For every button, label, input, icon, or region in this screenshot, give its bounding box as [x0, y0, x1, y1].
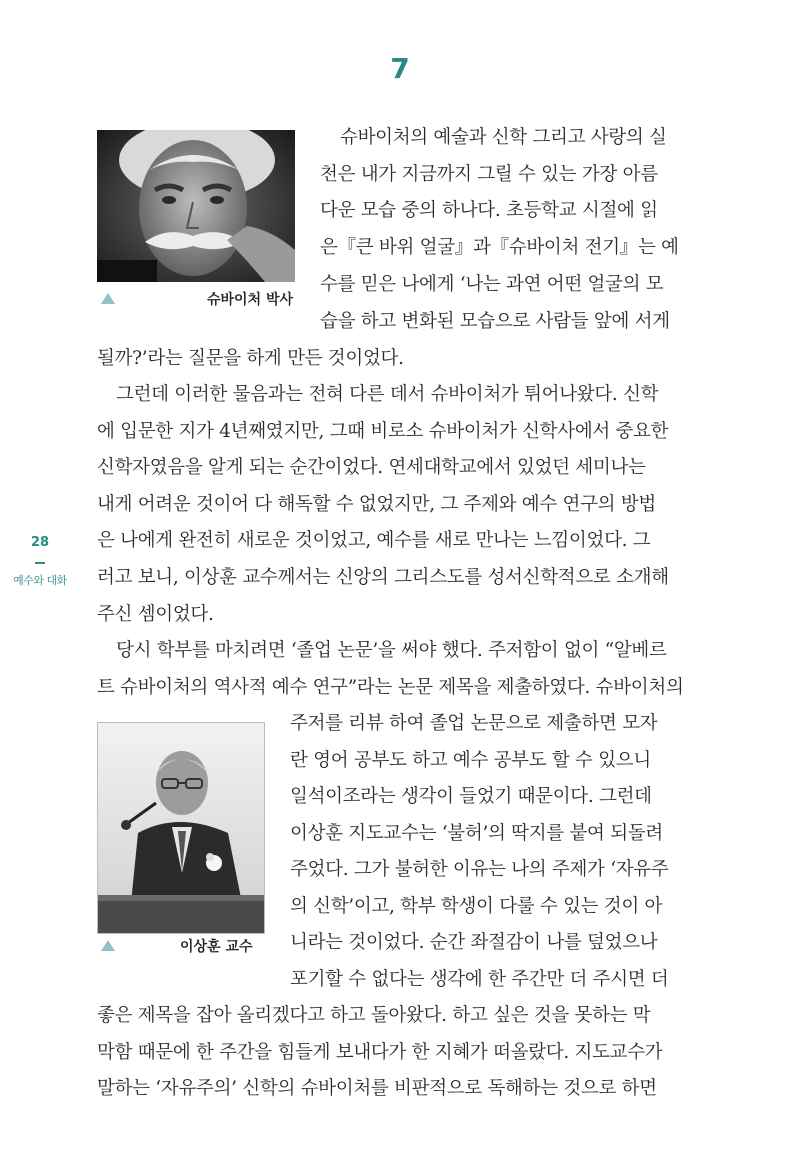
body-line: 슈바이처의 예술과 신학 그리고 사랑의 실 [340, 127, 667, 148]
photo-caption: 이상훈 교수 [180, 939, 253, 955]
body-line: 다운 모습 중의 하나다. 초등학교 시절에 읽 [320, 200, 658, 221]
body-line: 천은 내가 지금까지 그릴 수 있는 가장 아름 [320, 164, 658, 185]
body-line: 은『큰 바위 얼굴』과『슈바이처 전기』는 예 [320, 237, 679, 258]
body-line: 은 나에게 완전히 새로운 것이었고, 예수를 새로 만나는 느낌이었다. 그 [97, 530, 651, 551]
body-line: 란 영어 공부도 하고 예수 공부도 할 수 있으니 [290, 750, 651, 771]
caption-triangle-icon [101, 940, 115, 951]
chapter-number: 7 [390, 52, 410, 85]
body-line: 좋은 제목을 잡아 올리겠다고 하고 돌아왔다. 하고 싶은 것을 못하는 막 [97, 1005, 651, 1026]
body-line: 포기할 수 없다는 생각에 한 주간만 더 주시면 더 [290, 969, 669, 990]
body-line: 막함 때문에 한 주간을 힘들게 보내다가 한 지혜가 떠올랐다. 지도교수가 [97, 1042, 663, 1063]
body-line: 에 입문한 지가 4년째였지만, 그때 비로소 슈바이처가 신학사에서 중요한 [97, 421, 669, 442]
page-number: 28 [30, 535, 50, 550]
body-line: 말하는 ‘자유주의’ 신학의 슈바이처를 비판적으로 독해하는 것으로 하면 [97, 1078, 657, 1099]
photo-caption: 슈바이처 박사 [207, 292, 294, 308]
body-line: 트 슈바이처의 역사적 예수 연구”라는 논문 제목을 제출하였다. 슈바이처의 [97, 677, 684, 698]
body-line: 내게 어려운 것이어 다 해독할 수 없었지만, 그 주제와 예수 연구의 방법 [97, 494, 656, 515]
body-line: 주신 셈이었다. [97, 604, 214, 625]
body-line: 니라는 것이었다. 순간 좌절감이 나를 덮었으나 [290, 932, 658, 953]
body-line: 주저를 리뷰 하여 졸업 논문으로 제출하면 모자 [290, 713, 658, 734]
margin-divider [35, 562, 45, 564]
schweitzer-photo [97, 130, 295, 282]
body-line: 의 신학’이고, 학부 학생이 다룰 수 있는 것이 아 [290, 896, 663, 917]
body-line: 일석이조라는 생각이 들었기 때문이다. 그런데 [290, 786, 652, 807]
body-line: 신학자였음을 알게 되는 순간이었다. 연세대학교에서 있었던 세미나는 [97, 457, 646, 478]
body-line: 주었다. 그가 불허한 이유는 나의 주제가 ‘자유주 [290, 859, 669, 880]
body-line: 그런데 이러한 물음과는 전혀 다른 데서 슈바이처가 튀어나왔다. 신학 [116, 384, 659, 405]
professor-photo [97, 722, 265, 934]
body-line: 될까?’라는 질문을 하게 만든 것이었다. [97, 348, 404, 369]
section-title: 예수와 대화 [13, 574, 67, 587]
body-line: 러고 보니, 이상훈 교수께서는 신앙의 그리스도를 성서신학적으로 소개해 [97, 567, 669, 588]
caption-triangle-icon [101, 293, 115, 304]
body-line: 당시 학부를 마치려면 ‘졸업 논문’을 써야 했다. 주저함이 없이 “알베르 [116, 640, 667, 661]
body-line: 이상훈 지도교수는 ‘불허’의 딱지를 붙여 되돌려 [290, 823, 663, 844]
body-line: 수를 믿은 나에게 ‘나는 과연 어떤 얼굴의 모 [320, 274, 664, 295]
body-line: 습을 하고 변화된 모습으로 사람들 앞에 서게 [320, 311, 670, 332]
